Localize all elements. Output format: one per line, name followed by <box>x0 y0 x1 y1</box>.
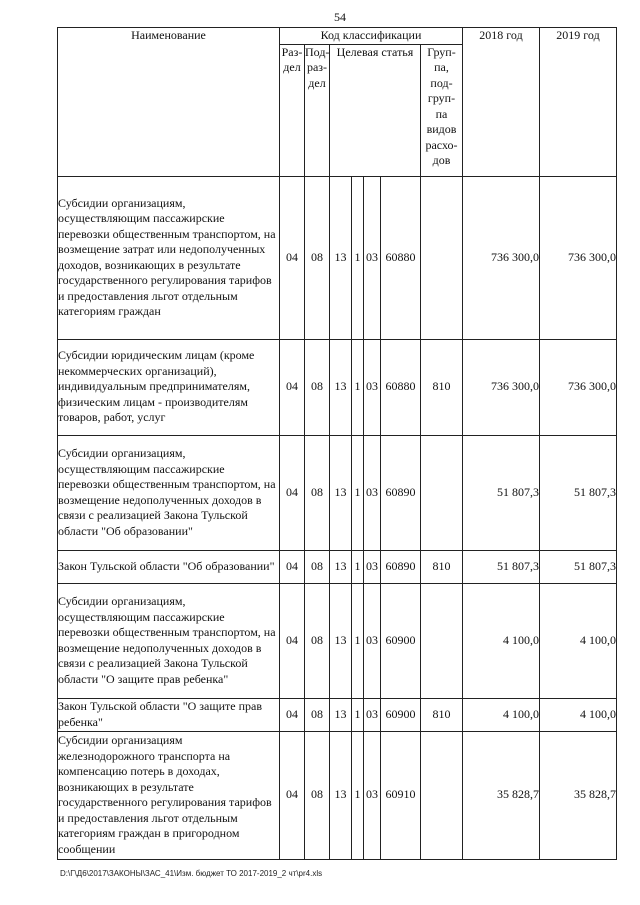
row-target-program: 13 <box>330 550 352 583</box>
row-target-program: 13 <box>330 698 352 731</box>
row-subsection: 08 <box>305 550 330 583</box>
row-expense-type: 810 <box>421 550 463 583</box>
row-target-program: 13 <box>330 176 352 339</box>
row-subsection: 08 <box>305 176 330 339</box>
row-subsection: 08 <box>305 698 330 731</box>
row-name: Субсидии организациям, осуществляющим пассажирские перевозки общественным транспортом, на возмещение недополученных доходов в связи с реализацией Закона Тульской области "О защите прав ребенка" <box>58 583 280 698</box>
row-name: Закон Тульской области "О защите прав ребенка" <box>58 698 280 731</box>
row-name: Субсидии организациям, осуществляющим пассажирские перевозки общественным транспортом, на возмещение недополученных доходов в связи с реализацией Закона Тульской области "Об образовании" <box>58 435 280 550</box>
row-name: Субсидии юридическим лицам (кроме некоммерческих организаций), индивидуальным предпринимателям, физическим лицам - производителям товаров, работ, услуг <box>58 339 280 435</box>
row-target-code: 60890 <box>381 435 421 550</box>
row-amount-2019: 51 807,3 <box>540 435 617 550</box>
page-number: 54 <box>334 10 346 24</box>
budget-table <box>57 27 617 860</box>
row-amount-2018: 51 807,3 <box>463 435 540 550</box>
row-target-event: 03 <box>364 339 381 435</box>
file-path-footer: D:\Г\Д6\2017\ЗАКОНЫ\ЗАС_41\Изм. бюджет ТО 2017-2019_2 чт\pr4.xls <box>60 869 323 878</box>
row-target-event: 03 <box>364 698 381 731</box>
row-expense-type <box>421 176 463 339</box>
row-expense-type <box>421 583 463 698</box>
row-target-event: 03 <box>364 176 381 339</box>
table-row <box>58 731 617 859</box>
table-row <box>58 339 617 435</box>
row-target-code: 60880 <box>381 339 421 435</box>
row-amount-2019: 4 100,0 <box>540 698 617 731</box>
row-amount-2018: 4 100,0 <box>463 698 540 731</box>
row-target-program: 13 <box>330 583 352 698</box>
header-year-2019: 2019 год <box>540 28 617 177</box>
row-section: 04 <box>280 176 305 339</box>
row-subsection: 08 <box>305 339 330 435</box>
header-code: Код классификации <box>280 28 463 45</box>
row-target-code: 60900 <box>381 583 421 698</box>
row-target-subprogram: 1 <box>352 339 364 435</box>
row-target-program: 13 <box>330 339 352 435</box>
row-target-program: 13 <box>330 731 352 859</box>
table-row <box>58 698 617 731</box>
row-target-subprogram: 1 <box>352 550 364 583</box>
row-target-subprogram: 1 <box>352 583 364 698</box>
row-target-event: 03 <box>364 435 381 550</box>
row-amount-2018: 4 100,0 <box>463 583 540 698</box>
header-year-2018: 2018 год <box>463 28 540 177</box>
row-target-code: 60900 <box>381 698 421 731</box>
row-amount-2019: 736 300,0 <box>540 176 617 339</box>
row-target-event: 03 <box>364 583 381 698</box>
row-expense-type <box>421 731 463 859</box>
header-subsection: Под- раз- дел <box>305 44 330 176</box>
row-amount-2018: 736 300,0 <box>463 176 540 339</box>
row-expense-type: 810 <box>421 698 463 731</box>
header-section: Раз- дел <box>280 44 305 176</box>
row-subsection: 08 <box>305 731 330 859</box>
row-section: 04 <box>280 583 305 698</box>
row-amount-2019: 51 807,3 <box>540 550 617 583</box>
header-expense-group: Груп- па, под- груп- па видов расхо- дов <box>421 44 463 176</box>
row-amount-2019: 35 828,7 <box>540 731 617 859</box>
row-name: Закон Тульской области "Об образовании" <box>58 550 280 583</box>
row-target-subprogram: 1 <box>352 731 364 859</box>
header-target-article: Целевая статья <box>330 44 421 176</box>
row-name: Субсидии организациям, осуществляющим пассажирские перевозки общественным транспортом, на возмещение затрат или недополученных доходов, возникающих в результате государственного регулирования тарифов и предоставления льгот отдельным категориям граждан <box>58 176 280 339</box>
row-target-subprogram: 1 <box>352 698 364 731</box>
row-section: 04 <box>280 550 305 583</box>
table-row <box>58 176 617 339</box>
header-name: Наименование <box>58 28 280 177</box>
table-row <box>58 550 617 583</box>
row-amount-2018: 35 828,7 <box>463 731 540 859</box>
row-target-event: 03 <box>364 731 381 859</box>
row-name: Субсидии организациям железнодорожного транспорта на компенсацию потерь в доходах, возникающих в результате государственного регулирования тарифов и предоставления льгот отдельным категориям граждан в пригородном сообщении <box>58 731 280 859</box>
row-target-event: 03 <box>364 550 381 583</box>
row-section: 04 <box>280 698 305 731</box>
row-section: 04 <box>280 731 305 859</box>
row-subsection: 08 <box>305 583 330 698</box>
row-subsection: 08 <box>305 435 330 550</box>
row-section: 04 <box>280 339 305 435</box>
row-section: 04 <box>280 435 305 550</box>
row-amount-2019: 736 300,0 <box>540 339 617 435</box>
row-target-program: 13 <box>330 435 352 550</box>
row-expense-type: 810 <box>421 339 463 435</box>
table-row <box>58 435 617 550</box>
row-target-code: 60880 <box>381 176 421 339</box>
row-target-subprogram: 1 <box>352 435 364 550</box>
row-amount-2018: 51 807,3 <box>463 550 540 583</box>
row-amount-2019: 4 100,0 <box>540 583 617 698</box>
row-amount-2018: 736 300,0 <box>463 339 540 435</box>
row-expense-type <box>421 435 463 550</box>
row-target-code: 60910 <box>381 731 421 859</box>
row-target-code: 60890 <box>381 550 421 583</box>
row-target-subprogram: 1 <box>352 176 364 339</box>
table-row <box>58 583 617 698</box>
